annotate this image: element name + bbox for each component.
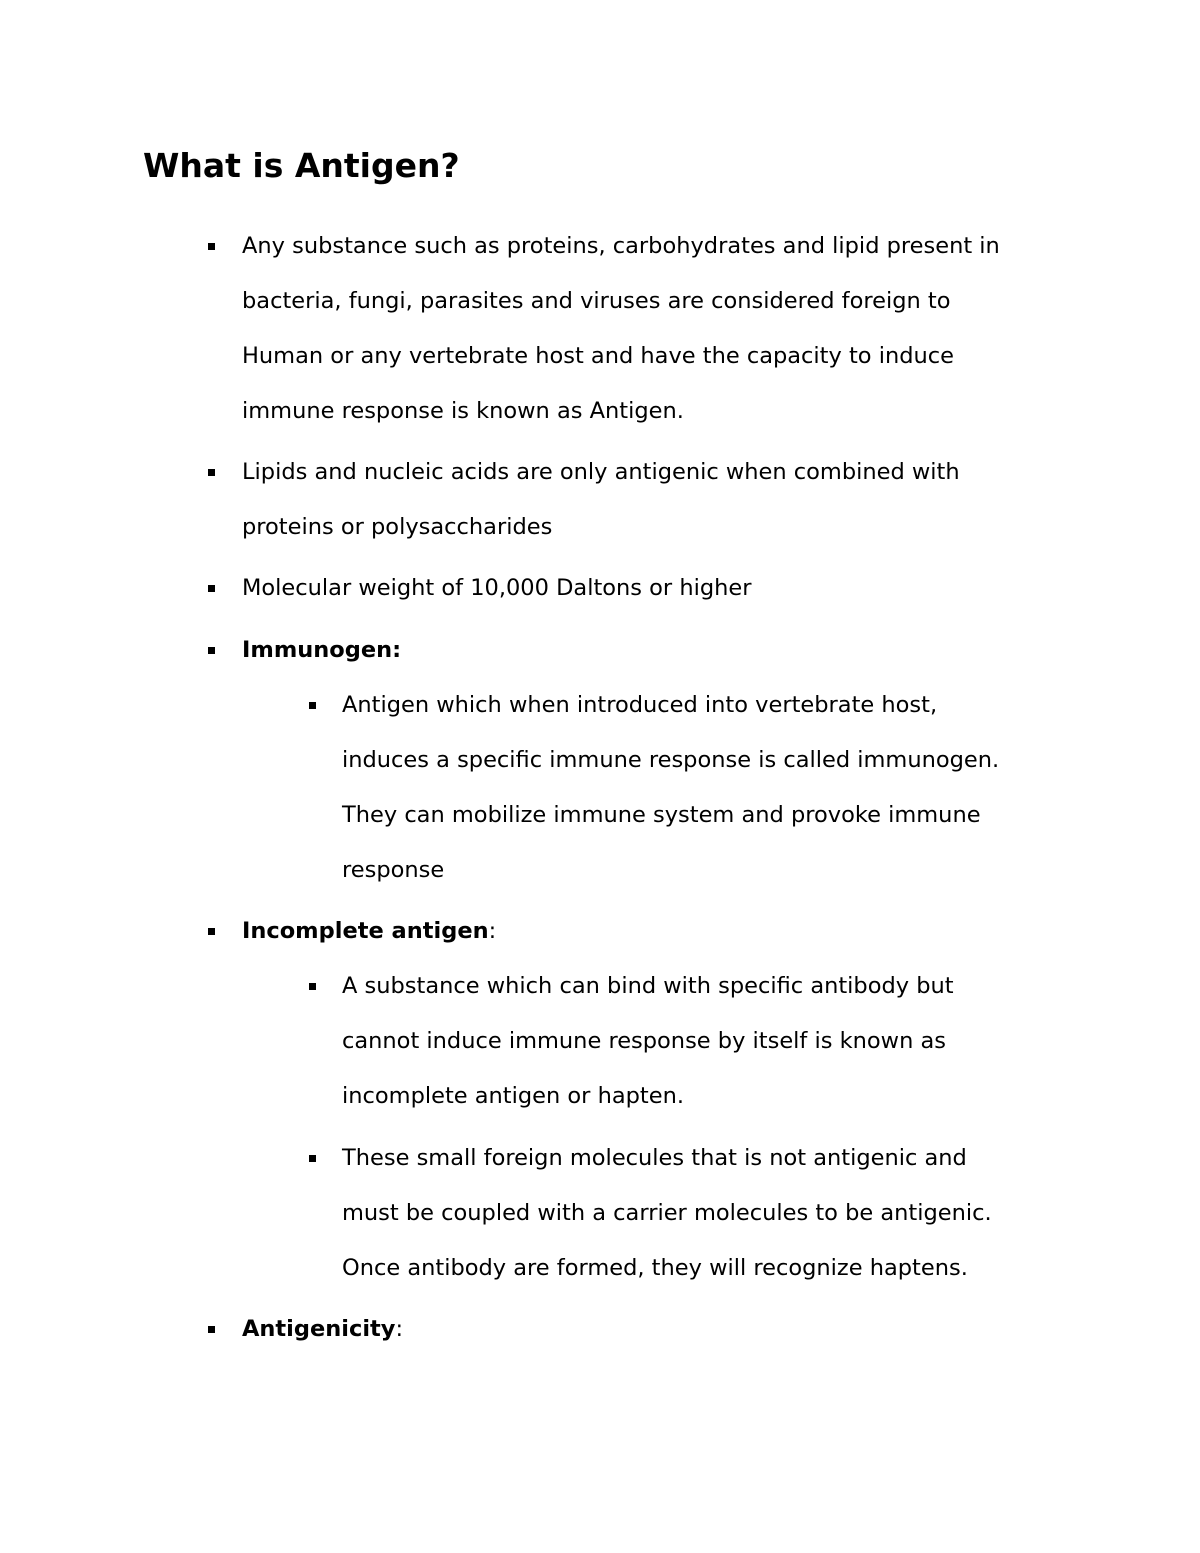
square-bullet-icon: [309, 1155, 316, 1162]
sub-list-item: These small foreign molecules that is not antigenic and must be coupled with a carrier molecules to be antigenic. Once antibody are formed, they will recognize haptens.: [342, 1131, 1062, 1296]
list-item: Molecular weight of 10,000 Daltons or higher: [242, 561, 1062, 616]
list-item-antigenicity: Antigenicity:: [242, 1302, 1062, 1357]
term-immunogen: Immunogen:: [242, 637, 402, 663]
square-bullet-icon: [208, 928, 215, 935]
square-bullet-icon: [208, 647, 215, 654]
page-title: What is Antigen?: [143, 146, 460, 185]
square-bullet-icon: [208, 243, 215, 250]
list-item-immunogen: [242, 623, 1062, 678]
square-bullet-icon: [309, 702, 316, 709]
term-antigenicity: Antigenicity: [242, 1316, 396, 1342]
sub-list-item: A substance which can bind with specific antibody but cannot induce immune response by itself is known as incomplete antigen or hapten.: [342, 959, 1062, 1124]
sub-list-item: Antigen which when introduced into vertebrate host, induces a specific immune response is called immunogen. They can mobilize immune system and provoke immune response: [342, 678, 1062, 898]
square-bullet-icon: [309, 983, 316, 990]
square-bullet-icon: [208, 469, 215, 476]
list-item: Any substance such as proteins, carbohydrates and lipid present in bacteria, fungi, parasites and viruses are considered foreign to Human or any vertebrate host and have the capacity to induce immune response is known as Antigen.: [242, 219, 1062, 439]
term-incomplete-antigen: Incomplete antigen: [242, 918, 489, 944]
list-item-incomplete-antigen: Incomplete antigen:: [242, 904, 1062, 959]
square-bullet-icon: [208, 585, 215, 592]
square-bullet-icon: [208, 1326, 215, 1333]
list-item: Lipids and nucleic acids are only antigenic when combined with proteins or polysaccharides: [242, 445, 1062, 555]
